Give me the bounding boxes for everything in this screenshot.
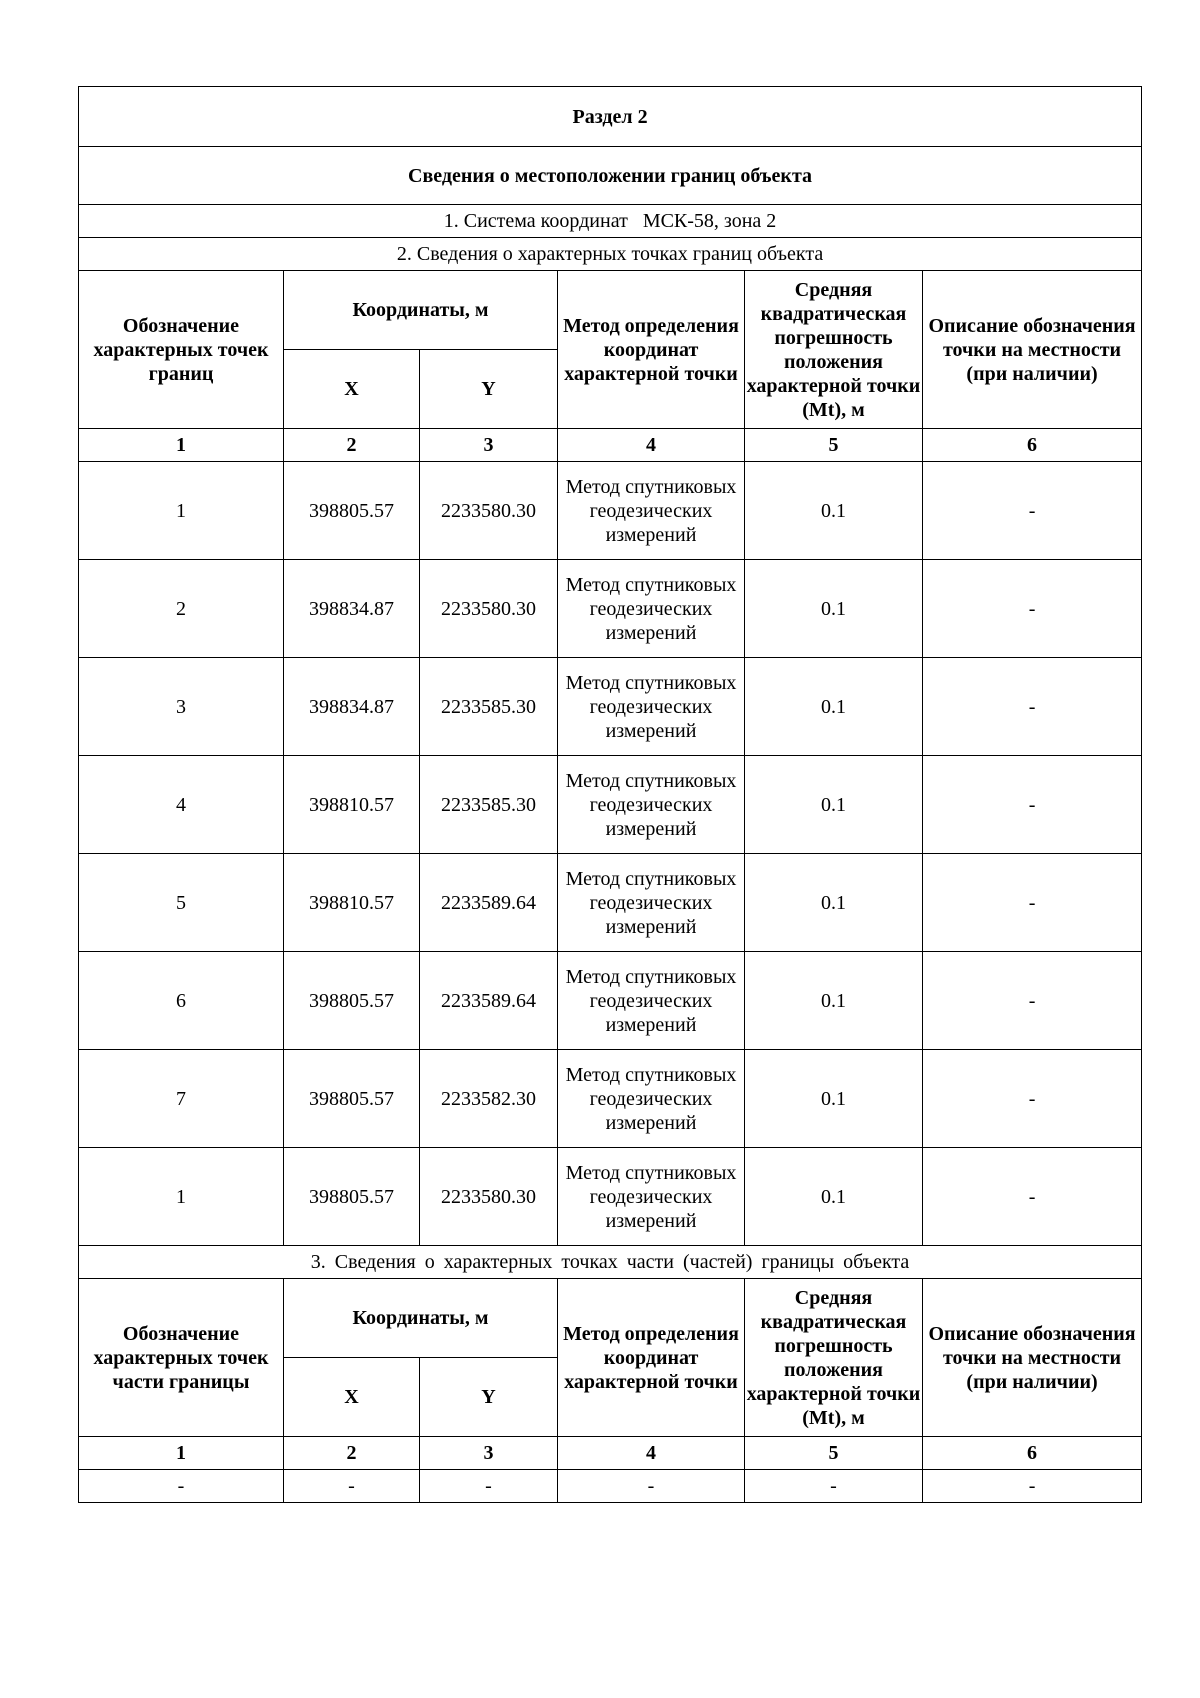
table2-header-description: Описание обозначения точки на местности (при наличии) — [923, 1279, 1142, 1437]
cell-y: 2233580.30 — [420, 462, 558, 560]
section-subtitle: Сведения о местоположении границ объекта — [79, 147, 1142, 205]
table1-heading: 2. Сведения о характерных точках границ объекта — [79, 238, 1142, 271]
cell-x: - — [284, 1470, 420, 1503]
table-row — [79, 1148, 1142, 1246]
column-number: 2 — [284, 429, 420, 462]
cell-x: 398805.57 — [284, 952, 420, 1050]
section-title: Раздел 2 — [79, 87, 1142, 147]
cell-point: 2 — [79, 560, 284, 658]
table1-header-method: Метод определения координат характерной точки — [558, 271, 745, 429]
table-row — [79, 952, 1142, 1050]
table-row — [79, 1470, 1142, 1503]
cell-description: - — [923, 756, 1142, 854]
column-number: 6 — [923, 429, 1142, 462]
cell-method: Метод спутниковых геодезических измерений — [558, 462, 745, 560]
cell-point: 1 — [79, 462, 284, 560]
table1-header-row — [79, 271, 1142, 350]
cell-method: Метод спутниковых геодезических измерений — [558, 560, 745, 658]
cell-description: - — [923, 854, 1142, 952]
table1-header-y: Y — [420, 350, 558, 429]
table2-header-error: Средняя квадратическая погрешность положения характерной точки (Mt), м — [745, 1279, 923, 1437]
table-row — [79, 462, 1142, 560]
cell-method: Метод спутниковых геодезических измерений — [558, 1148, 745, 1246]
cell-point: 3 — [79, 658, 284, 756]
cell-error: 0.1 — [745, 1148, 923, 1246]
table1-column-numbers — [79, 429, 1142, 462]
cell-point: 7 — [79, 1050, 284, 1148]
table-row — [79, 1050, 1142, 1148]
section-subtitle-row — [79, 147, 1142, 205]
table-row — [79, 560, 1142, 658]
coordinate-system — [79, 205, 1142, 238]
column-number: 2 — [284, 1437, 420, 1470]
cell-y: 2233585.30 — [420, 658, 558, 756]
boundary-points-document — [78, 86, 1142, 1503]
cell-description: - — [923, 462, 1142, 560]
table2-heading-row — [79, 1246, 1142, 1279]
cell-description: - — [923, 1148, 1142, 1246]
table1-header-description: Описание обозначения точки на местности (при наличии) — [923, 271, 1142, 429]
cell-method: Метод спутниковых геодезических измерений — [558, 658, 745, 756]
cell-point: 6 — [79, 952, 284, 1050]
table1-header-point: Обозначение характерных точек границ — [79, 271, 284, 429]
column-number: 6 — [923, 1437, 1142, 1470]
section-title-row — [79, 87, 1142, 147]
column-number: 1 — [79, 429, 284, 462]
cell-method: - — [558, 1470, 745, 1503]
table-row — [79, 854, 1142, 952]
cell-error: 0.1 — [745, 1050, 923, 1148]
cell-x: 398810.57 — [284, 756, 420, 854]
table1-heading-row — [79, 238, 1142, 271]
column-number: 4 — [558, 429, 745, 462]
cell-x: 398805.57 — [284, 1050, 420, 1148]
table2-header-x: X — [284, 1358, 420, 1437]
cell-y: 2233589.64 — [420, 952, 558, 1050]
table1-header-error: Средняя квадратическая погрешность положения характерной точки (Mt), м — [745, 271, 923, 429]
cell-description: - — [923, 1050, 1142, 1148]
cell-description: - — [923, 1470, 1142, 1503]
cell-description: - — [923, 952, 1142, 1050]
coordinate-system-label: 1. Система координат — [443, 210, 628, 232]
cell-description: - — [923, 560, 1142, 658]
cell-y: 2233582.30 — [420, 1050, 558, 1148]
table-row — [79, 658, 1142, 756]
table2-heading: 3. Сведения о характерных точках части (частей) границы объекта — [79, 1246, 1142, 1279]
table2-header-point: Обозначение характерных точек части границы — [79, 1279, 284, 1437]
column-number: 4 — [558, 1437, 745, 1470]
column-number: 3 — [420, 1437, 558, 1470]
cell-error: - — [745, 1470, 923, 1503]
cell-method: Метод спутниковых геодезических измерений — [558, 1050, 745, 1148]
cell-method: Метод спутниковых геодезических измерений — [558, 854, 745, 952]
table2-header-y: Y — [420, 1358, 558, 1437]
cell-x: 398805.57 — [284, 462, 420, 560]
column-number: 5 — [745, 1437, 923, 1470]
cell-x: 398834.87 — [284, 658, 420, 756]
cell-method: Метод спутниковых геодезических измерений — [558, 756, 745, 854]
table2-header-coords: Координаты, м — [284, 1279, 558, 1358]
cell-y: 2233585.30 — [420, 756, 558, 854]
cell-error: 0.1 — [745, 854, 923, 952]
cell-method: Метод спутниковых геодезических измерений — [558, 952, 745, 1050]
table1-header-x: X — [284, 350, 420, 429]
coordinate-system-row — [79, 205, 1142, 238]
table1-header-coords: Координаты, м — [284, 271, 558, 350]
cell-point: 1 — [79, 1148, 284, 1246]
table2-column-numbers — [79, 1437, 1142, 1470]
cell-x: 398805.57 — [284, 1148, 420, 1246]
cell-error: 0.1 — [745, 952, 923, 1050]
coordinate-system-value: МСК-58, зона 2 — [642, 210, 777, 232]
column-number: 1 — [79, 1437, 284, 1470]
cell-x: 398810.57 — [284, 854, 420, 952]
cell-error: 0.1 — [745, 756, 923, 854]
cell-description: - — [923, 658, 1142, 756]
table-row — [79, 756, 1142, 854]
cell-point: 4 — [79, 756, 284, 854]
table2-header-row — [79, 1279, 1142, 1358]
table2-header-method: Метод определения координат характерной точки — [558, 1279, 745, 1437]
cell-error: 0.1 — [745, 462, 923, 560]
column-number: 5 — [745, 429, 923, 462]
cell-y: 2233580.30 — [420, 1148, 558, 1246]
cell-x: 398834.87 — [284, 560, 420, 658]
cell-error: 0.1 — [745, 560, 923, 658]
cell-y: - — [420, 1470, 558, 1503]
column-number: 3 — [420, 429, 558, 462]
cell-error: 0.1 — [745, 658, 923, 756]
cell-y: 2233580.30 — [420, 560, 558, 658]
cell-point: 5 — [79, 854, 284, 952]
cell-y: 2233589.64 — [420, 854, 558, 952]
cell-point: - — [79, 1470, 284, 1503]
